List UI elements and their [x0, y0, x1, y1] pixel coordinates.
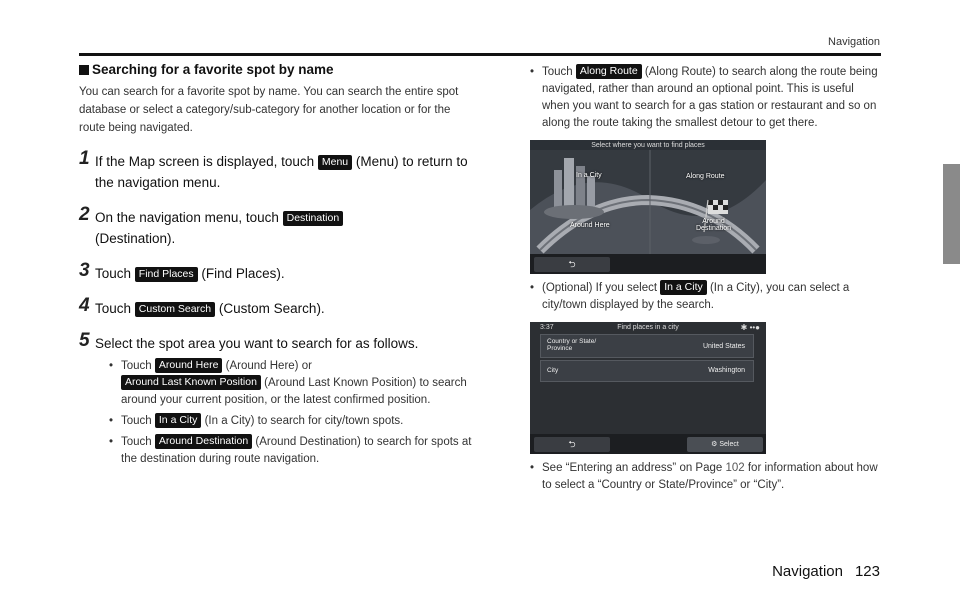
page-number: 123 [854, 563, 880, 580]
step-number: 2 [79, 204, 90, 225]
page-footer [772, 563, 880, 580]
step-5 [79, 330, 474, 354]
step-text: Select the spot area you want to search for as follows. [95, 336, 419, 351]
header-rule [79, 53, 881, 56]
clock: 3:37 [540, 324, 554, 331]
step-1 [79, 148, 474, 193]
back-arrow-icon: ⮌ [568, 439, 576, 449]
bullet-text: Touch [121, 360, 155, 372]
back-button[interactable] [534, 437, 610, 452]
section-title-text: Searching for a favorite spot by name [92, 62, 334, 77]
city-field[interactable] [540, 360, 754, 382]
screen-title: Find places in a city [617, 324, 679, 331]
right-column [528, 60, 880, 494]
screen-find-places-in-city [530, 322, 766, 454]
screen-bottom-bar [530, 434, 766, 454]
section-title [79, 62, 474, 77]
left-column [79, 60, 474, 468]
status-icons: ✱ ••● [740, 323, 760, 332]
field-value: United States [702, 343, 745, 350]
bullet-text: (In a City), you can select a city/town displayed by the search. [542, 282, 850, 311]
step-text: (Custom Search). [215, 301, 325, 316]
chapter-tab [943, 164, 960, 264]
list-item [107, 358, 474, 409]
bullet-text: for information about how to select a “Country or State/Province” or “City”. [542, 462, 878, 491]
back-arrow-icon: ⮌ [568, 259, 576, 269]
step-2 [79, 204, 474, 249]
around-destination-option[interactable] [696, 218, 731, 232]
list-item [528, 64, 880, 132]
destination-button: Destination [283, 211, 344, 226]
step-text: Touch [95, 266, 135, 281]
step-number: 4 [79, 295, 90, 316]
step-text: On the navigation menu, touch [95, 210, 283, 225]
along-route-option[interactable]: Along Route [686, 173, 725, 180]
screen-title: Select where you want to find places [591, 142, 705, 149]
page-reference-link[interactable]: 102 [725, 462, 745, 474]
step-4 [79, 295, 474, 319]
gear-icon: ⚙ [711, 441, 720, 448]
option-label: Destination [696, 225, 732, 232]
find-places-button: Find Places [135, 267, 198, 282]
around-here-option[interactable]: Around Here [570, 222, 610, 229]
bullet-text: Touch [121, 436, 155, 448]
screen-select-search-area [530, 140, 766, 274]
screen-bottom-bar [530, 254, 766, 274]
bullet-text: Touch [121, 415, 155, 427]
around-here-button: Around Here [155, 358, 223, 373]
field-label [547, 338, 596, 352]
bullet-text: See “Entering an address” on Page [542, 462, 726, 474]
bullet-text: (Optional) If you select [542, 282, 661, 294]
around-destination-button: Around Destination [155, 434, 252, 449]
bullet-text: (Around Last Known Position) to search around your current position, or the latest confirmed position. [121, 377, 467, 406]
bullet-text: (In a City) to search for city/town spots. [201, 415, 404, 427]
step-text: If the Map screen is displayed, touch [95, 154, 318, 169]
around-last-known-position-button: Around Last Known Position [121, 375, 261, 390]
list-item [528, 460, 880, 494]
select-label: Select [719, 441, 739, 448]
bullet-text: Touch [542, 66, 576, 78]
running-header: Navigation [828, 36, 880, 48]
footer-section: Navigation [772, 563, 843, 580]
field-label-line: Country or State/ [547, 338, 597, 345]
step-number: 1 [79, 148, 90, 169]
field-value: Washington [708, 367, 745, 374]
list-item [528, 280, 880, 314]
in-a-city-button: In a City [155, 413, 202, 428]
field-label: City [547, 367, 559, 374]
menu-button: Menu [318, 155, 352, 170]
list-item [107, 413, 474, 430]
along-route-button: Along Route [576, 64, 642, 79]
step-3 [79, 260, 474, 284]
step-text: (Find Places). [197, 266, 285, 281]
custom-search-button: Custom Search [135, 302, 215, 317]
field-label-line: Province [547, 345, 573, 352]
select-button[interactable] [687, 437, 763, 452]
step-text: Touch [95, 301, 135, 316]
list-item [107, 434, 474, 468]
in-a-city-option[interactable]: In a City [576, 172, 602, 179]
step-text: (Menu) to return to the navigation menu. [95, 154, 468, 190]
bullet-text: (Around Destination) to search for spots at the destination during route navigation. [121, 436, 472, 465]
square-bullet-icon [79, 65, 89, 75]
intro-paragraph: You can search for a favorite spot by name. You can search the entire spot database or select a category/sub-category for another location or for the route being navigated. [79, 86, 459, 134]
country-state-field[interactable] [540, 334, 754, 358]
back-button[interactable] [534, 257, 610, 272]
step-number: 3 [79, 260, 90, 281]
bullet-text: (Along Route) to search along the route being navigated, rather than around an optional point. This is useful when you want to search for a gas station or restaurant and so on along the route taking the smallest detour to get there. [542, 66, 878, 129]
option-label: Around [702, 218, 725, 225]
step-number: 5 [79, 330, 90, 351]
in-a-city-button: In a City [660, 280, 707, 295]
step-text: (Destination). [95, 231, 176, 246]
bullet-text: (Around Here) or [222, 360, 312, 372]
